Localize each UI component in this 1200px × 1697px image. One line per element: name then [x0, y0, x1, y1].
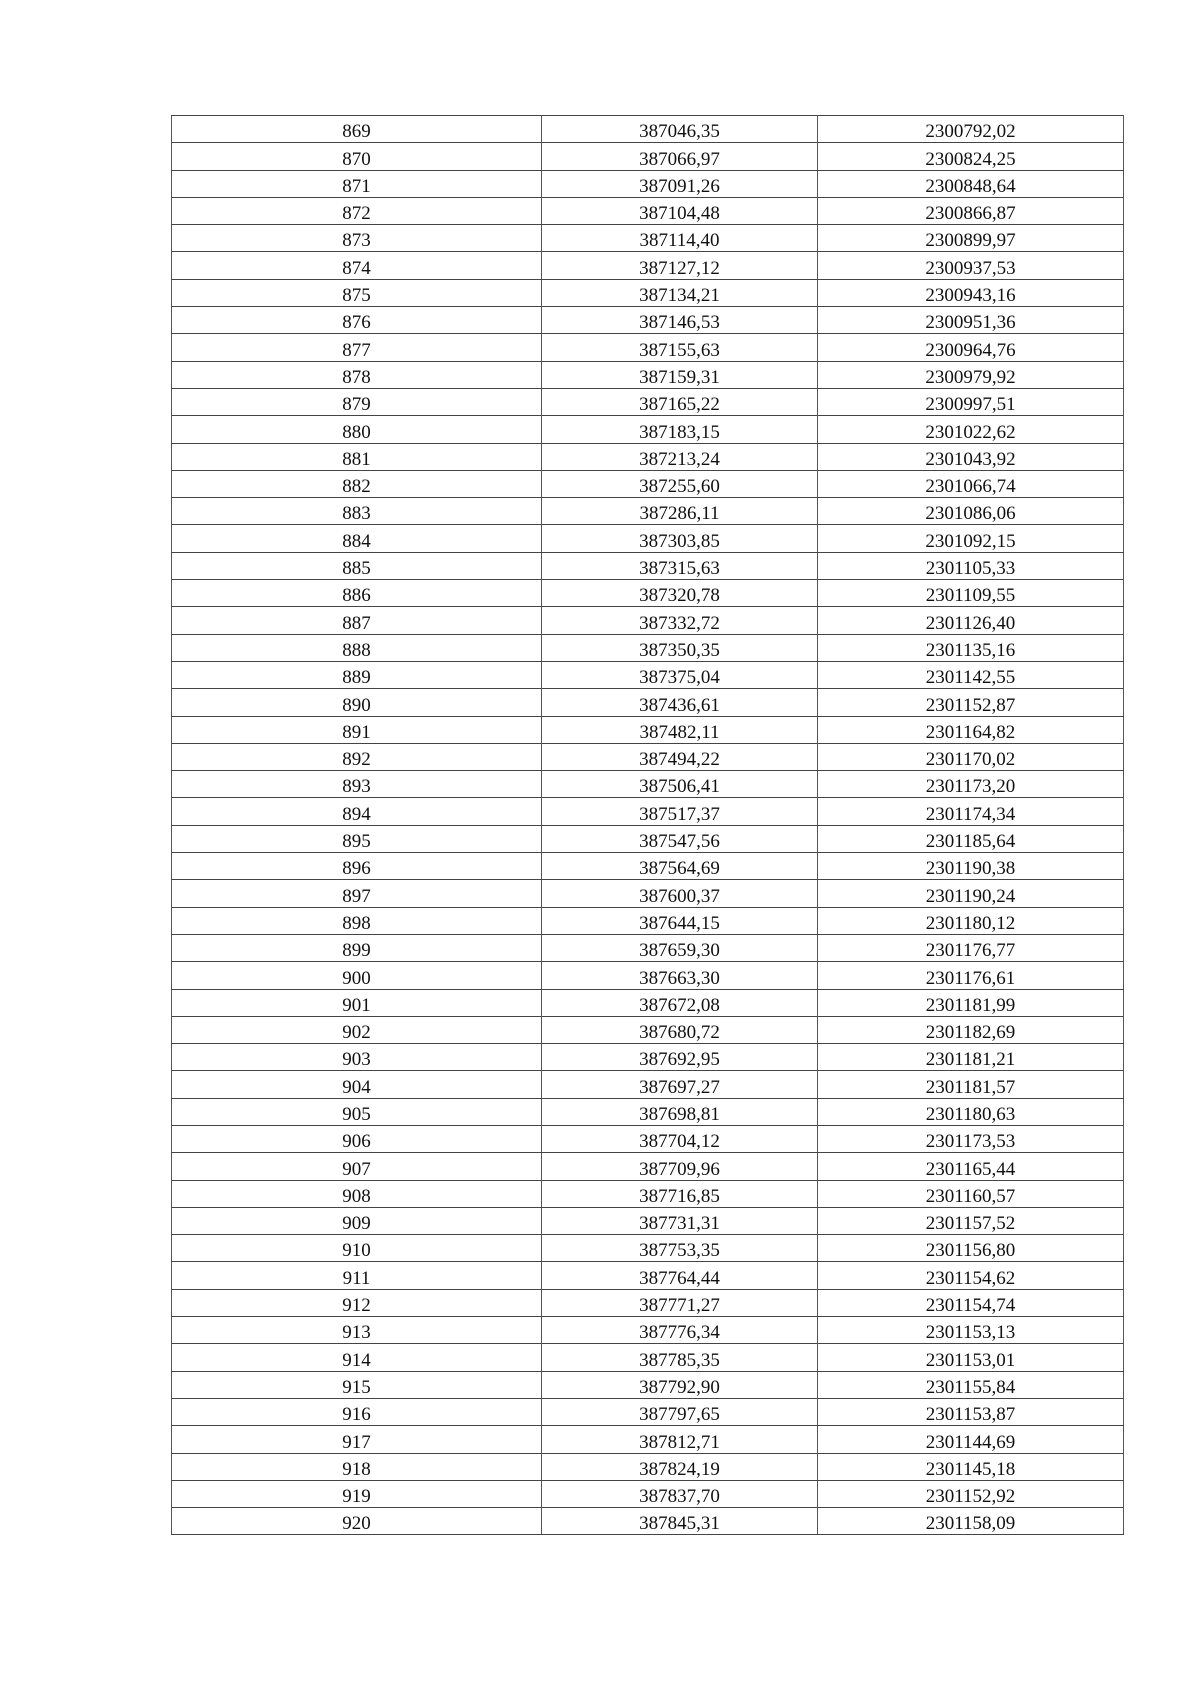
- point-number-cell: 871: [172, 170, 542, 197]
- point-number-cell: 870: [172, 143, 542, 170]
- point-number-cell: 875: [172, 279, 542, 306]
- table-row: [172, 1480, 1124, 1507]
- point-number-cell: 886: [172, 580, 542, 607]
- table-row: [172, 962, 1124, 989]
- y-coordinate-cell: 2301174,34: [818, 798, 1124, 825]
- table-row: [172, 225, 1124, 252]
- x-coordinate-cell: 387812,71: [542, 1426, 818, 1453]
- y-coordinate-cell: 2301164,82: [818, 716, 1124, 743]
- x-coordinate-cell: 387680,72: [542, 1016, 818, 1043]
- x-coordinate-cell: 387436,61: [542, 689, 818, 716]
- y-coordinate-cell: 2301173,53: [818, 1125, 1124, 1152]
- y-coordinate-cell: 2301145,18: [818, 1453, 1124, 1480]
- x-coordinate-cell: 387091,26: [542, 170, 818, 197]
- y-coordinate-cell: 2301157,52: [818, 1207, 1124, 1234]
- table-row: [172, 880, 1124, 907]
- table-row: [172, 743, 1124, 770]
- table-row: [172, 661, 1124, 688]
- coordinates-table-body: [172, 116, 1124, 1535]
- point-number-cell: 919: [172, 1480, 542, 1507]
- table-row: [172, 1371, 1124, 1398]
- y-coordinate-cell: 2301142,55: [818, 661, 1124, 688]
- y-coordinate-cell: 2301154,74: [818, 1289, 1124, 1316]
- y-coordinate-cell: 2301182,69: [818, 1016, 1124, 1043]
- x-coordinate-cell: 387659,30: [542, 934, 818, 961]
- x-coordinate-cell: 387350,35: [542, 634, 818, 661]
- point-number-cell: 909: [172, 1207, 542, 1234]
- point-number-cell: 881: [172, 443, 542, 470]
- y-coordinate-cell: 2300951,36: [818, 307, 1124, 334]
- table-row: [172, 498, 1124, 525]
- table-row: [172, 634, 1124, 661]
- table-row: [172, 1153, 1124, 1180]
- x-coordinate-cell: 387698,81: [542, 1098, 818, 1125]
- table-row: [172, 525, 1124, 552]
- x-coordinate-cell: 387213,24: [542, 443, 818, 470]
- table-row: [172, 907, 1124, 934]
- x-coordinate-cell: 387547,56: [542, 825, 818, 852]
- table-row: [172, 279, 1124, 306]
- y-coordinate-cell: 2301043,92: [818, 443, 1124, 470]
- x-coordinate-cell: 387785,35: [542, 1344, 818, 1371]
- table-row: [172, 307, 1124, 334]
- x-coordinate-cell: 387155,63: [542, 334, 818, 361]
- y-coordinate-cell: 2300792,02: [818, 116, 1124, 143]
- y-coordinate-cell: 2301152,92: [818, 1480, 1124, 1507]
- x-coordinate-cell: 387771,27: [542, 1289, 818, 1316]
- table-row: [172, 1125, 1124, 1152]
- x-coordinate-cell: 387494,22: [542, 743, 818, 770]
- table-row: [172, 334, 1124, 361]
- table-row: [172, 1398, 1124, 1425]
- x-coordinate-cell: 387837,70: [542, 1480, 818, 1507]
- y-coordinate-cell: 2301181,57: [818, 1071, 1124, 1098]
- point-number-cell: 883: [172, 498, 542, 525]
- y-coordinate-cell: 2301154,62: [818, 1262, 1124, 1289]
- point-number-cell: 903: [172, 1044, 542, 1071]
- y-coordinate-cell: 2301165,44: [818, 1153, 1124, 1180]
- point-number-cell: 890: [172, 689, 542, 716]
- x-coordinate-cell: 387183,15: [542, 416, 818, 443]
- x-coordinate-cell: 387692,95: [542, 1044, 818, 1071]
- point-number-cell: 920: [172, 1508, 542, 1535]
- x-coordinate-cell: 387506,41: [542, 771, 818, 798]
- y-coordinate-cell: 2301153,87: [818, 1398, 1124, 1425]
- x-coordinate-cell: 387146,53: [542, 307, 818, 334]
- table-row: [172, 443, 1124, 470]
- point-number-cell: 876: [172, 307, 542, 334]
- table-row: [172, 552, 1124, 579]
- y-coordinate-cell: 2301176,77: [818, 934, 1124, 961]
- table-row: [172, 197, 1124, 224]
- x-coordinate-cell: 387159,31: [542, 361, 818, 388]
- y-coordinate-cell: 2301022,62: [818, 416, 1124, 443]
- table-row: [172, 716, 1124, 743]
- y-coordinate-cell: 2301066,74: [818, 470, 1124, 497]
- point-number-cell: 905: [172, 1098, 542, 1125]
- table-row: [172, 1207, 1124, 1234]
- point-number-cell: 915: [172, 1371, 542, 1398]
- y-coordinate-cell: 2301152,87: [818, 689, 1124, 716]
- point-number-cell: 917: [172, 1426, 542, 1453]
- y-coordinate-cell: 2300943,16: [818, 279, 1124, 306]
- y-coordinate-cell: 2301160,57: [818, 1180, 1124, 1207]
- table-row: [172, 934, 1124, 961]
- table-row: [172, 853, 1124, 880]
- x-coordinate-cell: 387482,11: [542, 716, 818, 743]
- y-coordinate-cell: 2301153,01: [818, 1344, 1124, 1371]
- x-coordinate-cell: 387104,48: [542, 197, 818, 224]
- table-row: [172, 388, 1124, 415]
- point-number-cell: 898: [172, 907, 542, 934]
- table-row: [172, 825, 1124, 852]
- y-coordinate-cell: 2300848,64: [818, 170, 1124, 197]
- table-row: [172, 607, 1124, 634]
- x-coordinate-cell: 387824,19: [542, 1453, 818, 1480]
- x-coordinate-cell: 387845,31: [542, 1508, 818, 1535]
- table-row: [172, 1289, 1124, 1316]
- table-row: [172, 689, 1124, 716]
- y-coordinate-cell: 2301170,02: [818, 743, 1124, 770]
- point-number-cell: 879: [172, 388, 542, 415]
- y-coordinate-cell: 2301109,55: [818, 580, 1124, 607]
- point-number-cell: 911: [172, 1262, 542, 1289]
- table-row: [172, 143, 1124, 170]
- y-coordinate-cell: 2301181,21: [818, 1044, 1124, 1071]
- table-row: [172, 416, 1124, 443]
- y-coordinate-cell: 2301135,16: [818, 634, 1124, 661]
- point-number-cell: 904: [172, 1071, 542, 1098]
- point-number-cell: 882: [172, 470, 542, 497]
- point-number-cell: 869: [172, 116, 542, 143]
- x-coordinate-cell: 387792,90: [542, 1371, 818, 1398]
- table-row: [172, 361, 1124, 388]
- point-number-cell: 906: [172, 1125, 542, 1152]
- point-number-cell: 878: [172, 361, 542, 388]
- x-coordinate-cell: 387644,15: [542, 907, 818, 934]
- x-coordinate-cell: 387663,30: [542, 962, 818, 989]
- y-coordinate-cell: 2301180,12: [818, 907, 1124, 934]
- x-coordinate-cell: 387114,40: [542, 225, 818, 252]
- y-coordinate-cell: 2301155,84: [818, 1371, 1124, 1398]
- x-coordinate-cell: 387731,31: [542, 1207, 818, 1234]
- table-row: [172, 1016, 1124, 1043]
- table-row: [172, 1098, 1124, 1125]
- x-coordinate-cell: 387255,60: [542, 470, 818, 497]
- point-number-cell: 885: [172, 552, 542, 579]
- point-number-cell: 884: [172, 525, 542, 552]
- point-number-cell: 891: [172, 716, 542, 743]
- x-coordinate-cell: 387564,69: [542, 853, 818, 880]
- point-number-cell: 900: [172, 962, 542, 989]
- point-number-cell: 893: [172, 771, 542, 798]
- y-coordinate-cell: 2300979,92: [818, 361, 1124, 388]
- y-coordinate-cell: 2300866,87: [818, 197, 1124, 224]
- table-row: [172, 989, 1124, 1016]
- y-coordinate-cell: 2300899,97: [818, 225, 1124, 252]
- x-coordinate-cell: 387134,21: [542, 279, 818, 306]
- point-number-cell: 872: [172, 197, 542, 224]
- point-number-cell: 895: [172, 825, 542, 852]
- x-coordinate-cell: 387066,97: [542, 143, 818, 170]
- point-number-cell: 914: [172, 1344, 542, 1371]
- table-row: [172, 1508, 1124, 1535]
- point-number-cell: 908: [172, 1180, 542, 1207]
- table-row: [172, 798, 1124, 825]
- point-number-cell: 901: [172, 989, 542, 1016]
- table-row: [172, 116, 1124, 143]
- table-row: [172, 580, 1124, 607]
- x-coordinate-cell: 387315,63: [542, 552, 818, 579]
- y-coordinate-cell: 2301190,38: [818, 853, 1124, 880]
- y-coordinate-cell: 2301156,80: [818, 1235, 1124, 1262]
- y-coordinate-cell: 2301173,20: [818, 771, 1124, 798]
- y-coordinate-cell: 2301158,09: [818, 1508, 1124, 1535]
- y-coordinate-cell: 2301185,64: [818, 825, 1124, 852]
- point-number-cell: 877: [172, 334, 542, 361]
- y-coordinate-cell: 2301086,06: [818, 498, 1124, 525]
- point-number-cell: 880: [172, 416, 542, 443]
- x-coordinate-cell: 387697,27: [542, 1071, 818, 1098]
- table-row: [172, 1262, 1124, 1289]
- table-row: [172, 1180, 1124, 1207]
- point-number-cell: 874: [172, 252, 542, 279]
- y-coordinate-cell: 2301144,69: [818, 1426, 1124, 1453]
- x-coordinate-cell: 387320,78: [542, 580, 818, 607]
- point-number-cell: 910: [172, 1235, 542, 1262]
- point-number-cell: 873: [172, 225, 542, 252]
- table-row: [172, 1044, 1124, 1071]
- x-coordinate-cell: 387764,44: [542, 1262, 818, 1289]
- x-coordinate-cell: 387672,08: [542, 989, 818, 1016]
- point-number-cell: 916: [172, 1398, 542, 1425]
- y-coordinate-cell: 2301092,15: [818, 525, 1124, 552]
- x-coordinate-cell: 387375,04: [542, 661, 818, 688]
- x-coordinate-cell: 387776,34: [542, 1317, 818, 1344]
- y-coordinate-cell: 2300997,51: [818, 388, 1124, 415]
- point-number-cell: 912: [172, 1289, 542, 1316]
- table-row: [172, 1453, 1124, 1480]
- x-coordinate-cell: 387716,85: [542, 1180, 818, 1207]
- y-coordinate-cell: 2301105,33: [818, 552, 1124, 579]
- x-coordinate-cell: 387046,35: [542, 116, 818, 143]
- table-row: [172, 771, 1124, 798]
- table-row: [172, 1344, 1124, 1371]
- point-number-cell: 887: [172, 607, 542, 634]
- point-number-cell: 892: [172, 743, 542, 770]
- x-coordinate-cell: 387127,12: [542, 252, 818, 279]
- x-coordinate-cell: 387517,37: [542, 798, 818, 825]
- point-number-cell: 907: [172, 1153, 542, 1180]
- table-row: [172, 252, 1124, 279]
- x-coordinate-cell: 387165,22: [542, 388, 818, 415]
- table-row: [172, 470, 1124, 497]
- y-coordinate-cell: 2301180,63: [818, 1098, 1124, 1125]
- coordinates-table: [171, 115, 1124, 1535]
- point-number-cell: 902: [172, 1016, 542, 1043]
- x-coordinate-cell: 387797,65: [542, 1398, 818, 1425]
- x-coordinate-cell: 387332,72: [542, 607, 818, 634]
- x-coordinate-cell: 387709,96: [542, 1153, 818, 1180]
- y-coordinate-cell: 2301190,24: [818, 880, 1124, 907]
- table-row: [172, 170, 1124, 197]
- point-number-cell: 899: [172, 934, 542, 961]
- x-coordinate-cell: 387286,11: [542, 498, 818, 525]
- point-number-cell: 896: [172, 853, 542, 880]
- y-coordinate-cell: 2300824,25: [818, 143, 1124, 170]
- x-coordinate-cell: 387704,12: [542, 1125, 818, 1152]
- y-coordinate-cell: 2300937,53: [818, 252, 1124, 279]
- table-row: [172, 1071, 1124, 1098]
- point-number-cell: 897: [172, 880, 542, 907]
- y-coordinate-cell: 2301181,99: [818, 989, 1124, 1016]
- x-coordinate-cell: 387600,37: [542, 880, 818, 907]
- point-number-cell: 889: [172, 661, 542, 688]
- x-coordinate-cell: 387303,85: [542, 525, 818, 552]
- y-coordinate-cell: 2301126,40: [818, 607, 1124, 634]
- y-coordinate-cell: 2300964,76: [818, 334, 1124, 361]
- point-number-cell: 918: [172, 1453, 542, 1480]
- table-row: [172, 1235, 1124, 1262]
- point-number-cell: 913: [172, 1317, 542, 1344]
- point-number-cell: 888: [172, 634, 542, 661]
- y-coordinate-cell: 2301176,61: [818, 962, 1124, 989]
- table-row: [172, 1317, 1124, 1344]
- y-coordinate-cell: 2301153,13: [818, 1317, 1124, 1344]
- table-row: [172, 1426, 1124, 1453]
- point-number-cell: 894: [172, 798, 542, 825]
- x-coordinate-cell: 387753,35: [542, 1235, 818, 1262]
